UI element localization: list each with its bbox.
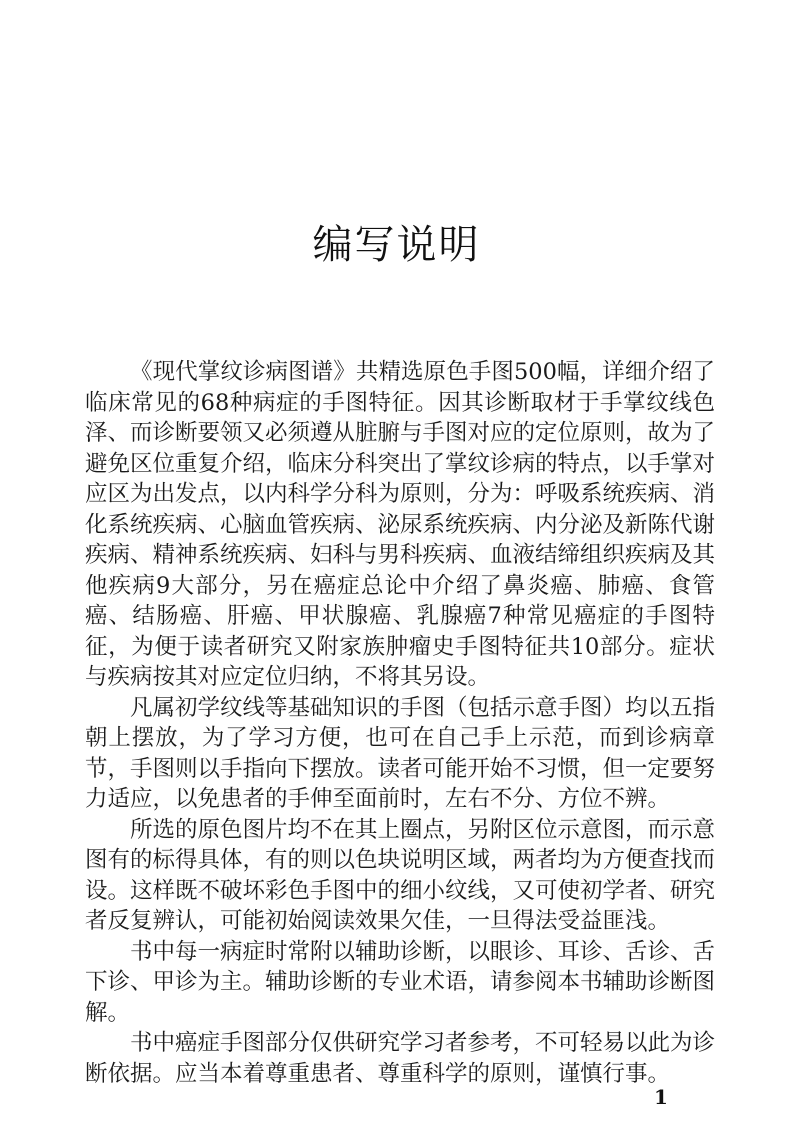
paragraph-cancer-disclaimer: 书中癌症手图部分仅供研究学习者参考，不可轻易以此为诊断依据。应当本着尊重患者、尊重科学的原则，谨慎行事。 — [85, 1030, 716, 1087]
paragraph-intro: 《现代掌纹诊病图谱》共精选原色手图500幅，详细介绍了临床常见的68种病症的手图特征。因其诊断取材于手掌纹线色泽、而诊断要领又必须遵从脏腑与手图对应的定位原则，故为了避免区位重复介绍，临床分科突出了掌纹诊病的特点，以手掌对应区为出发点，以内科学分科为原则，分为：呼吸系统疾病、消化系统疾病、心脑血管疾病、泌尿系统疾病、内分泌及新陈代谢疾病、精神系统疾病、妇科与男科疾病、血液结缔组织疾病及其他疾病9大部分，另在癌症总论中介绍了鼻炎癌、肺癌、食管癌、结肠癌、肝癌、甲状腺癌、乳腺癌7种常见癌症的手图特征，为便于读者研究又附家族肿瘤史手图特征共10部分。症状与疾病按其对应定位归纳，不将其另设。 — [85, 359, 716, 690]
body-text — [85, 357, 715, 1089]
page-title: 编写说明 — [312, 222, 481, 268]
paragraph-hand-orientation: 凡属初学纹线等基础知识的手图（包括示意手图）均以五指朝上摆放，为了学习方便，也可在自己手上示范，而到诊病章节，手图则以手指向下摆放。读者可能开始不习惯，但一定要努力适应，以免患者的手伸至面前时，左右不分、方位不辨。 — [85, 694, 716, 812]
paragraph-auxiliary-diagnosis: 书中每一病症时常附以辅助诊断，以眼诊、耳诊、舌诊、舌下诊、甲诊为主。辅助诊断的专业术语，请参阅本书辅助诊断图解。 — [85, 938, 716, 1026]
page-number: 1 — [654, 1085, 668, 1109]
paragraph-images: 所选的原色图片均不在其上圈点，另附区位示意图，而示意图有的标得具体，有的则以色块说明区域，两者均为方便查找而设。这样既不破坏彩色手图中的细小纹线，又可使初学者、研究者反复辨认，可能初始阅读效果欠佳，一旦得法受益匪浅。 — [85, 816, 716, 934]
